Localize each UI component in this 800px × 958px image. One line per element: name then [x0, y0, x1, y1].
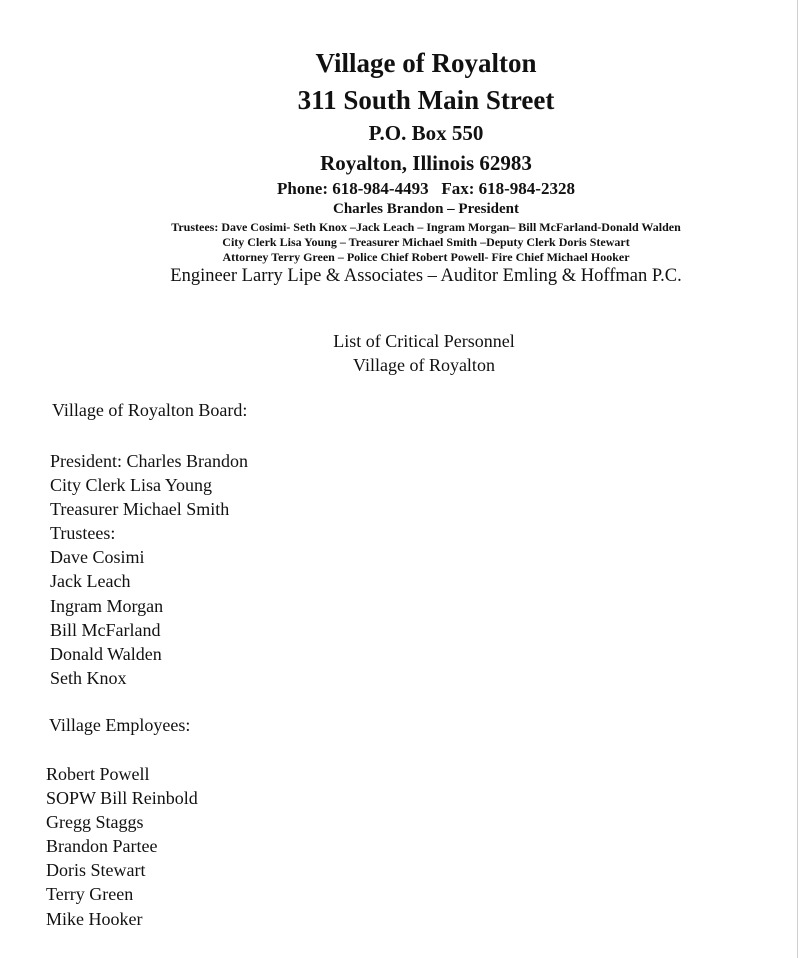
list-item: Treasurer Michael Smith	[50, 499, 230, 520]
clerks-line: City Clerk Lisa Young – Treasurer Michael Smith –Deputy Clerk Doris Stewart	[222, 235, 630, 249]
list-item: Trustees:	[50, 523, 116, 544]
list-item: Gregg Staggs	[46, 812, 144, 833]
list-item: Terry Green	[46, 884, 134, 905]
list-item: Bill McFarland	[50, 619, 161, 640]
engineer-auditor-line: Engineer Larry Lipe & Associates – Auditor Emling & Hoffman P.C.	[170, 266, 682, 286]
list-item: Mike Hooker	[46, 908, 143, 929]
letterhead	[0, 50, 800, 286]
employees-heading: Village Employees:	[49, 715, 191, 735]
city-state-zip: Royalton, Illinois 62983	[320, 151, 532, 175]
list-item: Brandon Partee	[46, 836, 158, 857]
list-item: Donald Walden	[50, 643, 162, 664]
list-item: SOPW Bill Reinbold	[46, 788, 198, 809]
document-title	[0, 329, 800, 377]
list-item: Ingram Morgan	[50, 595, 164, 616]
list-item: Robert Powell	[46, 764, 150, 784]
list-item: Doris Stewart	[46, 860, 146, 881]
board-heading: Village of Royalton Board:	[52, 400, 248, 420]
title-line-2: Village of Royalton	[353, 355, 495, 375]
list-item: Seth Knox	[50, 667, 127, 688]
list-item: President: Charles Brandon	[50, 451, 248, 471]
president-line: Charles Brandon – President	[333, 201, 519, 217]
po-box: P.O. Box 550	[368, 121, 484, 145]
title-line-1: List of Critical Personnel	[333, 331, 515, 351]
employees-list	[46, 762, 198, 931]
phone-fax: Phone: 618-984-4493 Fax: 618-984-2328	[277, 179, 575, 198]
officials-line: Attorney Terry Green – Police Chief Robert Powell- Fire Chief Michael Hooker	[222, 250, 630, 264]
list-item: Jack Leach	[50, 571, 131, 592]
trustees-line: Trustees: Dave Cosimi- Seth Knox –Jack Leach – Ingram Morgan– Bill McFarland-Donald Walden	[171, 220, 681, 234]
street-address: 311 South Main Street	[297, 85, 555, 115]
village-name: Village of Royalton	[315, 48, 537, 78]
board-list	[50, 449, 248, 690]
list-item: Dave Cosimi	[50, 547, 145, 568]
list-item: City Clerk Lisa Young	[50, 475, 213, 496]
